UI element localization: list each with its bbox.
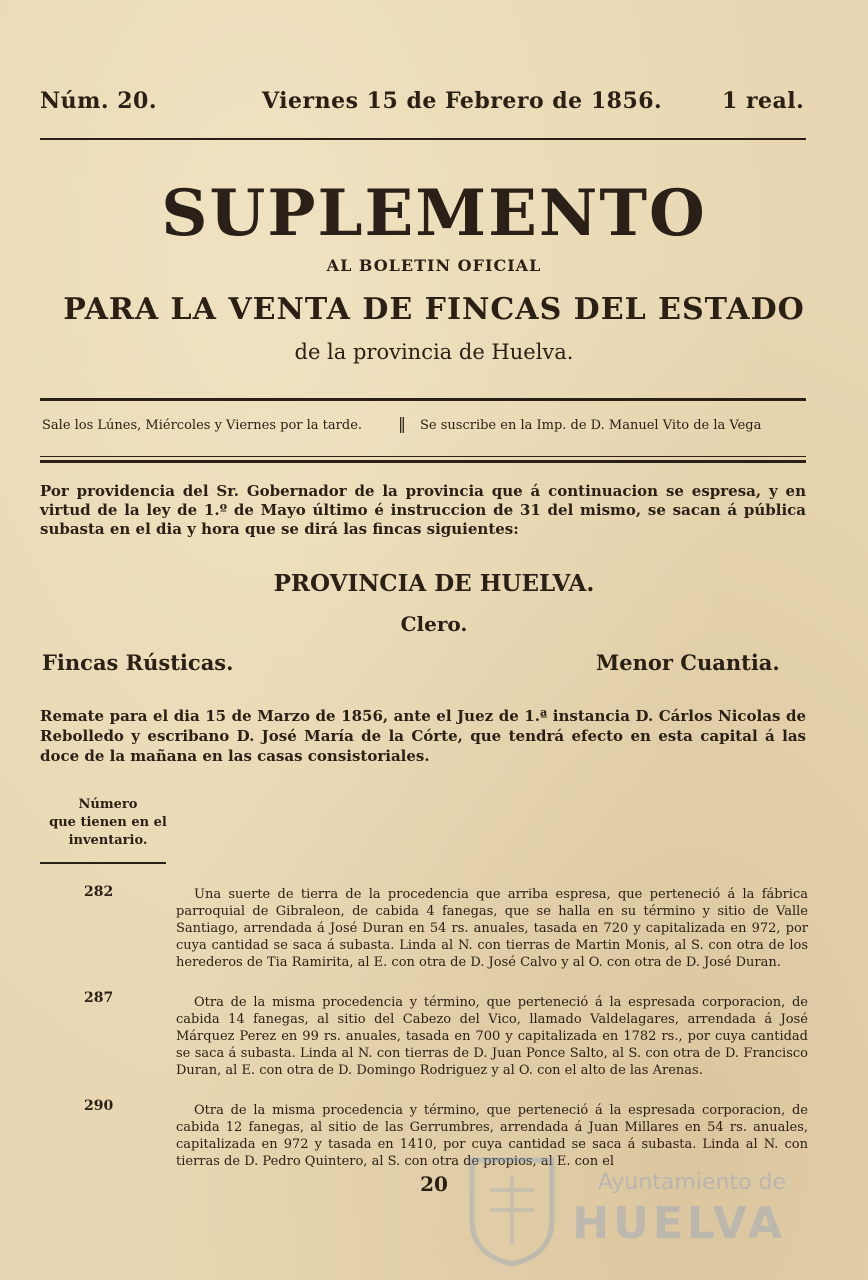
- subscription-info: Se suscribe en la Imp. de D. Manuel Vito de la Vega: [420, 418, 762, 433]
- entry-number: 290: [84, 1098, 114, 1114]
- masthead-line-3: de la provincia de Huelva.: [294, 340, 574, 364]
- header-rule: [40, 138, 806, 140]
- entry-number: 282: [84, 884, 114, 900]
- page-number: 20: [420, 1172, 448, 1196]
- info-rule-top: [40, 398, 806, 401]
- info-separator: ‖: [398, 414, 406, 433]
- remate-paragraph: Remate para el dia 15 de Marzo de 1856, ante el Juez de 1.ª instancia D. Cárlos Nicolas de Rebolledo y escribano D. José María de la Córte, que tendrá efecto en esta capital á las doce de la mañana en las casas consistoriales.: [40, 707, 806, 765]
- publication-schedule: Sale los Lúnes, Miércoles y Viernes por la tarde.: [42, 418, 363, 433]
- info-rule-mid: [40, 456, 806, 457]
- inventory-column-header: [40, 796, 176, 850]
- info-rule-bottom: [40, 460, 806, 463]
- masthead-title: SUPLEMENTO: [161, 176, 707, 251]
- entry-number: 287: [84, 990, 114, 1006]
- column-header-rule: [40, 862, 166, 864]
- entry-text: Otra de la misma procedencia y término, que perteneció á la espresada corporacion, de cabida 12 fanegas, al sitio de las Gerrumbres, arrendada á Juan Millares en 54 rs. anuales, capitalizada en 972 y tasada en 1410, por cuya cantidad se saca á subasta. Linda al N. con tierras de D. Pedro Quintero, al S. con otra de propios, al E. con el: [176, 1103, 808, 1169]
- column-header-line-1: Número: [78, 797, 138, 812]
- issue-date: Viernes 15 de Febrero de 1856.: [262, 88, 663, 114]
- entry-text: Otra de la misma procedencia y término, que perteneció á la espresada corporacion, de cabida 14 fanegas, al sitio del Cabezo del Vico, llamado Valdelagares, arrendada á José Márquez Perez en 99 rs. anuales, tasada en 700 y capitalizada en 1782 rs., por cuya cantidad se saca á subasta. Linda al N. con tierras de D. Juan Ponce Salto, al S. con otra de D. Francisco Duran, al E. con otra de D. Domingo Rodriguez y al O. con el alto de las Arenas.: [176, 995, 808, 1078]
- menor-cuantia-heading: Menor Cuantia.: [596, 650, 780, 675]
- entry-text: Una suerte de tierra de la procedencia que arriba espresa, que perteneció á la fábrica parroquial de Gibraleon, de cabida 4 fanegas, que se halla en su término y sitio de Valle Santiago, arrendada á José Duran en 54 rs. anuales, tasada en 720 y capitalizada en 972, por cuya cantidad se saca á subasta. Linda al N. con tierras de Martin Monis, al S. con otra de los herederos de Tia Ramirita, al E. con otra de D. José Calvo y al O. con otra de D. José Duran.: [176, 887, 808, 970]
- masthead-line-1: AL BOLETIN OFICIAL: [326, 256, 542, 275]
- masthead-line-2: PARA LA VENTA DE FINCAS DEL ESTADO: [63, 292, 805, 327]
- issue-number: Núm. 20.: [40, 88, 157, 114]
- issue-price: 1 real.: [722, 88, 805, 114]
- province-heading: PROVINCIA DE HUELVA.: [273, 570, 595, 597]
- watermark-line-1: Ayuntamiento de: [597, 1170, 786, 1195]
- clergy-heading: Clero.: [400, 612, 468, 636]
- intro-paragraph: Por providencia del Sr. Gobernador de la provincia que á continuacion se espresa, y en virtud de la ley de 1.º de Mayo último é instruccion de 31 del mismo, se sacan á pública subasta en el dia y hora que se dirá las fincas siguientes:: [40, 482, 806, 538]
- watermark-line-2: HUELVA: [572, 1198, 786, 1249]
- column-header-line-2: que tienen en el: [49, 815, 167, 830]
- fincas-rusticas-heading: Fincas Rústicas.: [42, 650, 234, 675]
- column-header-line-3: inventario.: [68, 833, 148, 848]
- municipal-seal-watermark-icon: [462, 1150, 562, 1268]
